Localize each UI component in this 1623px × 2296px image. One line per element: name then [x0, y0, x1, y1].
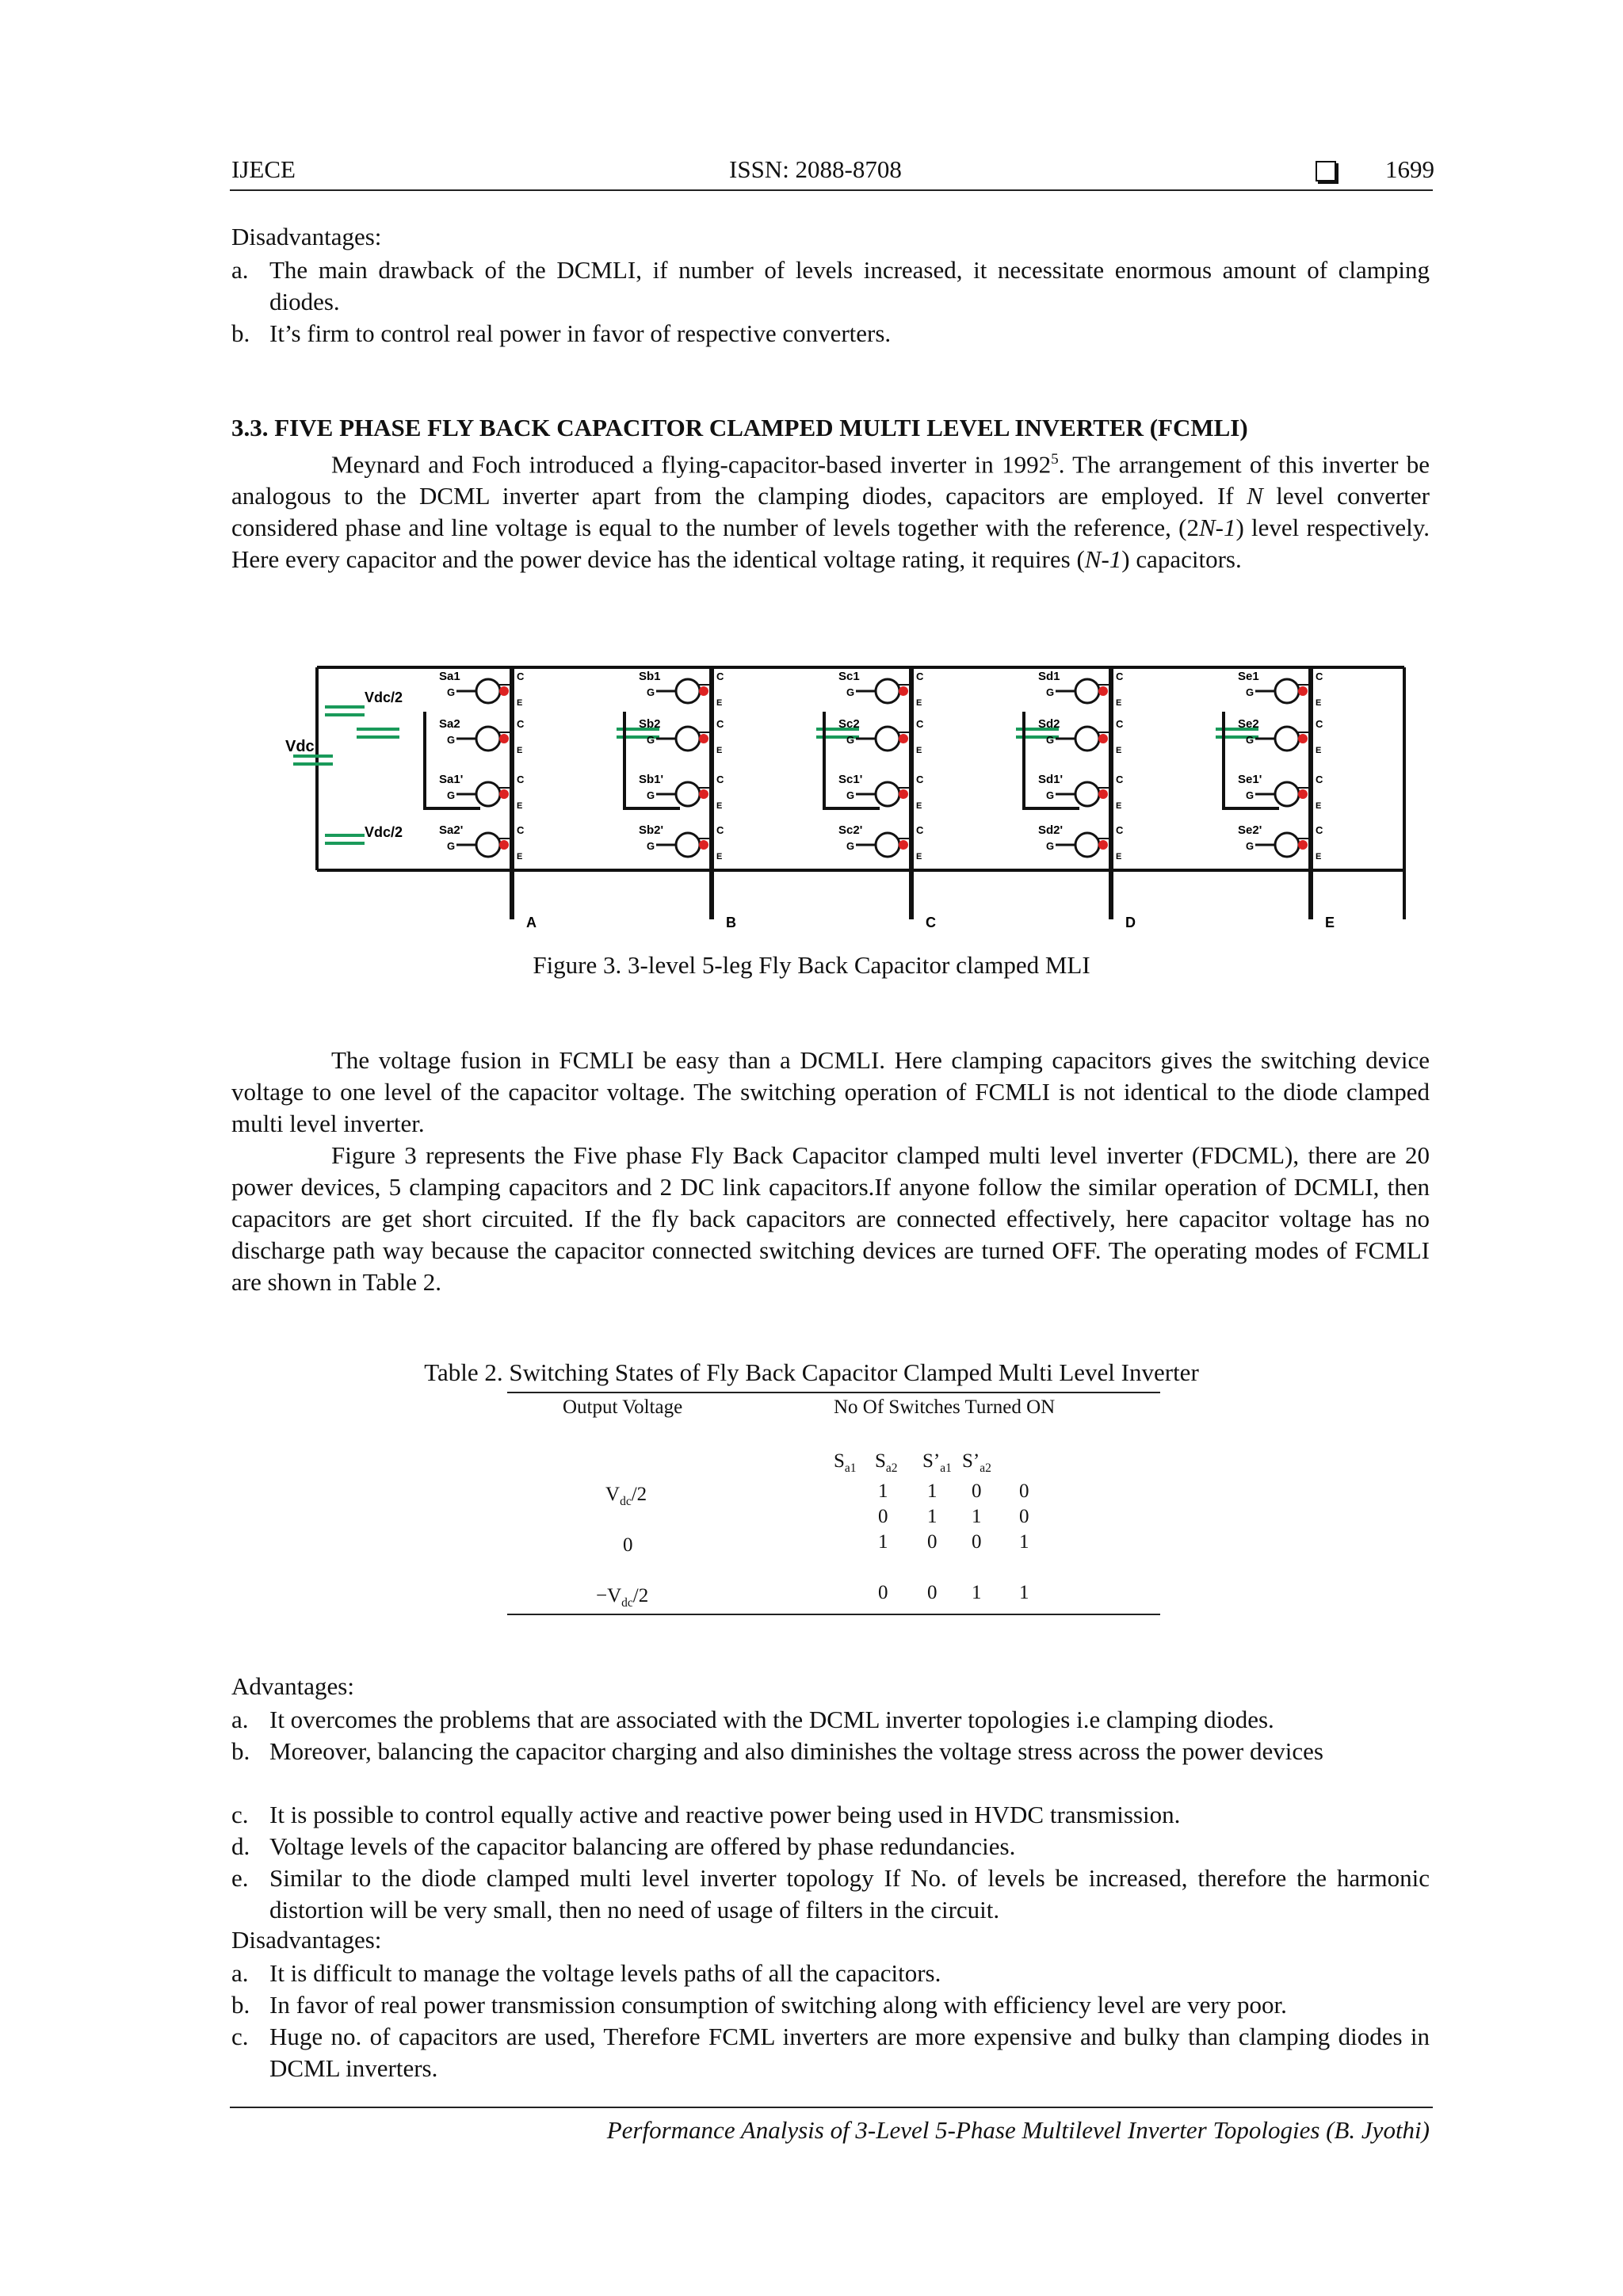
page-number: 1699: [1385, 155, 1434, 183]
table-header-switches: No Of Switches Turned ON: [834, 1396, 1056, 1418]
list-marker: b.: [231, 319, 250, 347]
gate-label: G: [846, 686, 855, 698]
diode-dot-icon: [1098, 789, 1108, 799]
switch-label: Sa2: [439, 717, 460, 731]
emitter-label: E: [1116, 801, 1122, 811]
list-item: [231, 1736, 1430, 1767]
gate-label: G: [846, 789, 855, 801]
switch-label: $S_{a1}$: [834, 1450, 857, 1475]
gate-label: G: [447, 789, 456, 801]
diode-dot-icon: [1098, 840, 1108, 850]
output-voltage-negative: $-V_{dc}/2$: [596, 1585, 649, 1610]
gate-label: G: [1246, 840, 1254, 852]
igbt-switch-icon: [1075, 833, 1099, 857]
list-marker: a.: [231, 1959, 249, 1987]
switch-label: Sa2': [439, 823, 464, 837]
list-text: It is possible to control equally active and reactive power being used in HVDC transmission.: [269, 1801, 1181, 1828]
table-cell: 1: [972, 1506, 982, 1527]
list-text: Moreover, balancing the capacitor charging and also diminishes the voltage stress across the power devices: [269, 1737, 1323, 1765]
disadvantages-label: Disadvantages:: [231, 223, 382, 250]
vdc-half-bottom-label: Vdc/2: [365, 824, 403, 840]
table-cell: 1: [972, 1582, 982, 1603]
table-cell: 1: [878, 1531, 888, 1553]
gate-label: G: [846, 840, 855, 852]
leg-output-label: E: [1325, 915, 1335, 930]
emitter-label: E: [916, 801, 922, 811]
body-paragraph: Figure 3 represents the Five phase Fly Back Capacitor clamped multi level inverter (FDCML), there are 20 power devices, 5 clamping capacitors and 2 DC link capacitors.If anyone follow the similar operation of DCMLI, then capacitors are get short circuited. If the fly back capacitors are connected effectively, here capacitor voltage has no discharge path way because the capacitor connected switching devices are turned OFF. The operating modes of FCMLI are shown in Table 2.: [231, 1141, 1430, 1296]
emitter-label: E: [1116, 698, 1122, 708]
list-text: It’s firm to control real power in favor of respective converters.: [269, 319, 892, 347]
table-header-output-voltage: Output Voltage: [563, 1396, 683, 1418]
diode-dot-icon: [899, 686, 908, 696]
table-cell: 0: [972, 1480, 982, 1502]
list-marker: b.: [231, 1737, 250, 1765]
list-text: Huge no. of capacitors are used, Therefore FCML inverters are more expensive and bulky than clamping diodes in DCML inverters.: [269, 2023, 1430, 2082]
leg-output-label: C: [926, 915, 936, 930]
emitter-label: E: [517, 852, 523, 861]
igbt-switch-icon: [1075, 679, 1099, 703]
list-marker: b.: [231, 1991, 250, 2019]
output-voltage-positive: $V_{dc}/2$: [605, 1484, 647, 1508]
leg-output-label: D: [1125, 915, 1136, 930]
switch-label: Sd1': [1038, 773, 1064, 786]
gate-label: G: [647, 734, 655, 746]
emitter-label: E: [916, 698, 922, 708]
switch-label: Sd1: [1038, 670, 1060, 683]
diode-dot-icon: [899, 734, 908, 743]
switch-label: $S’_{a2}$: [962, 1450, 991, 1475]
igbt-switch-icon: [1075, 727, 1099, 751]
section-paragraph: Meynard and Foch introduced a flying-capacitor-based inverter in 1992$^5$. The arrangement of this inverter be analogous to the DCML inverter apart from the clamping diodes, capacitors are employed. If N level converter considered phase and line voltage is equal to the number of levels together with the reference, (2N-1) level respectively. Here every capacitor and the power device has the identical voltage rating, it requires (N-1) capacitors.: [231, 450, 1430, 574]
table-cell: 0: [878, 1506, 888, 1527]
list-marker: c.: [231, 1801, 249, 1828]
checkbox-square-icon: [1316, 161, 1336, 181]
igbt-switch-icon: [876, 679, 899, 703]
igbt-switch-icon: [676, 679, 700, 703]
diode-dot-icon: [1298, 686, 1308, 696]
emitter-label: E: [1316, 698, 1322, 708]
collector-label: C: [1116, 718, 1124, 730]
igbt-switch-icon: [1275, 679, 1299, 703]
diode-dot-icon: [699, 686, 708, 696]
emitter-label: E: [1316, 746, 1322, 755]
switch-label: Sb2: [639, 717, 661, 731]
collector-label: C: [1316, 824, 1323, 836]
header-rule: [230, 189, 1433, 191]
gate-label: G: [1046, 734, 1055, 746]
diode-dot-icon: [499, 734, 509, 743]
diode-dot-icon: [499, 686, 509, 696]
igbt-switch-icon: [676, 727, 700, 751]
table-top-rule: [507, 1392, 1160, 1393]
table-cell: 1: [927, 1480, 938, 1502]
diode-dot-icon: [1298, 840, 1308, 850]
list-item: [231, 2021, 1430, 2084]
table-cell: 1: [878, 1480, 888, 1502]
igbt-switch-icon: [1275, 727, 1299, 751]
collector-label: C: [1116, 774, 1124, 785]
leg-output-label: B: [726, 915, 736, 930]
igbt-switch-icon: [476, 833, 500, 857]
circuit-figure: [285, 650, 1426, 935]
table-cell: 0: [972, 1531, 982, 1553]
figure-caption: Figure 3. 3-level 5-leg Fly Back Capacitor clamped MLI: [533, 951, 1090, 979]
igbt-switch-icon: [1275, 782, 1299, 806]
list-item: [231, 1989, 1430, 2021]
table-cell: 1: [927, 1506, 938, 1527]
switch-label: Sb2': [639, 823, 664, 837]
emitter-label: E: [1116, 852, 1122, 861]
gate-label: G: [1246, 734, 1254, 746]
igbt-switch-icon: [476, 679, 500, 703]
table-cell: 0: [1019, 1506, 1029, 1527]
collector-label: C: [1316, 670, 1323, 682]
gate-label: G: [1046, 789, 1055, 801]
list-marker: c.: [231, 2023, 249, 2050]
output-voltage-zero: 0: [623, 1534, 633, 1556]
collector-label: C: [1316, 774, 1323, 785]
list-item: [231, 1704, 1430, 1736]
switch-label: Se2': [1238, 823, 1262, 837]
igbt-switch-icon: [1075, 782, 1099, 806]
switch-label: Sc2: [838, 717, 860, 731]
igbt-switch-icon: [476, 727, 500, 751]
diode-dot-icon: [499, 789, 509, 799]
vdc-half-top-label: Vdc/2: [365, 690, 403, 705]
diode-dot-icon: [1098, 734, 1108, 743]
list-marker: e.: [231, 1864, 249, 1892]
collector-label: C: [716, 774, 724, 785]
gate-label: G: [447, 686, 456, 698]
emitter-label: E: [1116, 746, 1122, 755]
switch-label: Sc1': [838, 773, 863, 786]
collector-label: C: [517, 824, 525, 836]
collector-label: C: [716, 718, 724, 730]
table-cell: 0: [1019, 1480, 1029, 1502]
igbt-switch-icon: [676, 833, 700, 857]
collector-label: C: [517, 670, 525, 682]
gate-label: G: [1246, 686, 1254, 698]
diode-dot-icon: [1298, 789, 1308, 799]
collector-label: C: [716, 670, 724, 682]
collector-label: C: [1116, 824, 1124, 836]
collector-label: C: [916, 774, 924, 785]
switch-label: $S_{a2}$: [875, 1450, 898, 1475]
list-text: It is difficult to manage the voltage levels paths of all the capacitors.: [269, 1959, 941, 1987]
igbt-switch-icon: [876, 833, 899, 857]
gate-label: G: [846, 734, 855, 746]
list-text: In favor of real power transmission consumption of switching along with efficiency level are very poor.: [269, 1991, 1287, 2019]
emitter-label: E: [517, 801, 523, 811]
disadvantages-label: Disadvantages:: [231, 1926, 382, 1954]
table-cell: 0: [878, 1582, 888, 1603]
igbt-switch-icon: [876, 782, 899, 806]
collector-label: C: [1116, 670, 1124, 682]
diode-dot-icon: [1098, 686, 1108, 696]
switch-label: Sb1': [639, 773, 664, 786]
gate-label: G: [1046, 840, 1055, 852]
collector-label: C: [517, 774, 525, 785]
emitter-label: E: [716, 852, 723, 861]
gate-label: G: [647, 789, 655, 801]
list-item: [231, 1831, 1430, 1862]
gate-label: G: [647, 686, 655, 698]
switch-label: Sc2': [838, 823, 863, 837]
list-marker: a.: [231, 256, 249, 284]
emitter-label: E: [716, 801, 723, 811]
gate-label: G: [647, 840, 655, 852]
gate-label: G: [447, 840, 456, 852]
igbt-switch-icon: [1275, 833, 1299, 857]
list-item: [231, 318, 1430, 350]
switch-label: Se2: [1238, 717, 1259, 731]
switch-label: Sd2': [1038, 823, 1064, 837]
footer-rule: [230, 2107, 1433, 2108]
igbt-switch-icon: [676, 782, 700, 806]
footer-title: Performance Analysis of 3-Level 5-Phase Multilevel Inverter Topologies (B. Jyothi): [606, 2116, 1430, 2144]
table-bottom-rule: [507, 1614, 1160, 1615]
switch-label: Sa1': [439, 773, 464, 786]
emitter-label: E: [1316, 801, 1322, 811]
table-caption: Table 2. Switching States of Fly Back Capacitor Clamped Multi Level Inverter: [424, 1358, 1199, 1386]
emitter-label: E: [517, 746, 523, 755]
switch-label: Sb1: [639, 670, 661, 683]
igbt-switch-icon: [476, 782, 500, 806]
switch-label: Sa1: [439, 670, 460, 683]
emitter-label: E: [916, 852, 922, 861]
list-text: It overcomes the problems that are associated with the DCML inverter topologies i.e clamping diodes.: [269, 1706, 1274, 1733]
table-cell: 1: [1019, 1531, 1029, 1553]
list-marker: d.: [231, 1832, 250, 1860]
table-cell: 0: [927, 1582, 938, 1603]
diode-dot-icon: [1298, 734, 1308, 743]
list-text: Similar to the diode clamped multi level inverter topology If No. of levels be increased, therefore the harmonic distortion will be very small, then no need of usage of filters in the circuit.: [269, 1864, 1430, 1924]
collector-label: C: [916, 670, 924, 682]
list-item: [231, 254, 1430, 318]
list-text: The main drawback of the DCMLI, if number of levels increased, it necessitate enormous amount of clamping diodes.: [269, 256, 1430, 315]
emitter-label: E: [916, 746, 922, 755]
collector-label: C: [517, 718, 525, 730]
collector-label: C: [916, 718, 924, 730]
diode-dot-icon: [499, 840, 509, 850]
issn: ISSN: 2088-8708: [729, 155, 902, 183]
igbt-switch-icon: [876, 727, 899, 751]
diode-dot-icon: [699, 789, 708, 799]
advantages-label: Advantages:: [231, 1672, 354, 1700]
gate-label: G: [447, 734, 456, 746]
collector-label: C: [916, 824, 924, 836]
switch-label: Se1': [1238, 773, 1262, 786]
collector-label: C: [1316, 718, 1323, 730]
leg-output-label: A: [526, 915, 537, 930]
emitter-label: E: [716, 698, 723, 708]
diode-dot-icon: [699, 734, 708, 743]
body-paragraph: The voltage fusion in FCMLI be easy than a DCMLI. Here clamping capacitors gives the switching device voltage to one level of the capacitor voltage. The switching operation of FCMLI is not identical to the diode clamped multi level inverter.: [231, 1046, 1430, 1137]
journal-name: IJECE: [231, 155, 296, 183]
gate-label: G: [1246, 789, 1254, 801]
diode-dot-icon: [899, 840, 908, 850]
emitter-label: E: [517, 698, 523, 708]
list-item: [231, 1862, 1430, 1926]
section-heading: 3.3. FIVE PHASE FLY BACK CAPACITOR CLAMPED MULTI LEVEL INVERTER (FCMLI): [231, 414, 1248, 441]
gate-label: G: [1046, 686, 1055, 698]
diode-dot-icon: [899, 789, 908, 799]
list-item: [231, 1799, 1430, 1831]
switch-label: Se1: [1238, 670, 1259, 683]
emitter-label: E: [716, 746, 723, 755]
switch-label: Sc1: [838, 670, 860, 683]
switch-label: Sd2: [1038, 717, 1060, 731]
vdc-label: Vdc: [285, 738, 315, 755]
diode-dot-icon: [699, 840, 708, 850]
list-item: [231, 1958, 1430, 1989]
emitter-label: E: [1316, 852, 1322, 861]
list-text: Voltage levels of the capacitor balancing are offered by phase redundancies.: [269, 1832, 1016, 1860]
table-cell: 0: [927, 1531, 938, 1553]
collector-label: C: [716, 824, 724, 836]
switch-label: $S’_{a1}$: [922, 1450, 952, 1475]
table-cell: 1: [1019, 1582, 1029, 1603]
list-marker: a.: [231, 1706, 249, 1733]
